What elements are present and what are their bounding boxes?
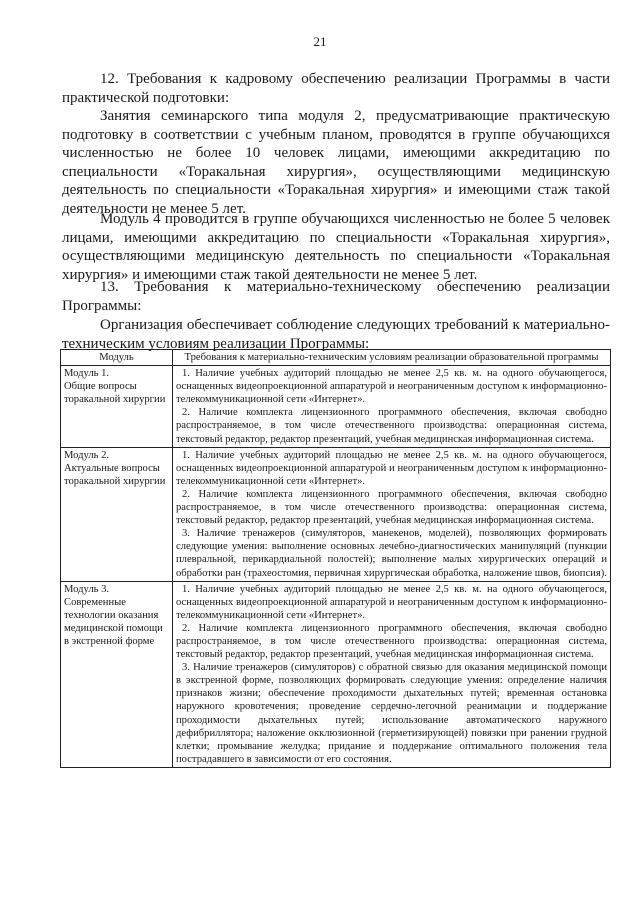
section-13-heading xyxy=(62,278,610,315)
requirement-item: 1. Наличие учебных аудиторий площадью не менее 2,5 кв. м. на одного обучающегося, оснащенных видеопроекционной аппаратурой и неограниченным доступом к информационно-телекоммуникационной сети «Интернет». xyxy=(176,368,607,406)
requirement-item: 1. Наличие учебных аудиторий площадью не менее 2,5 кв. м. на одного обучающегося, оснащенных видеопроекционной аппаратурой и неограниченным доступом к информационно-телекоммуникационной сети «Интернет». xyxy=(176,583,607,621)
table-row xyxy=(61,366,611,448)
section-12-paragraph-2 xyxy=(62,210,610,284)
requirement-item: 2. Наличие комплекта лицензионного программного обеспечения, включая свободно распространяемое, в том числе отечественного производства: операционная система, текстовый редактор, редактор презентаций, учебная медицинская информационная система. xyxy=(176,488,607,527)
module-name: Модуль 3. Современные технологии оказания медицинской помощи в экстренной форме xyxy=(64,583,163,647)
table-header-row xyxy=(61,350,611,366)
header-requirements: Требования к материально-техническим условиям реализации образовательной программы xyxy=(173,350,611,366)
requirement-item: 3. Наличие тренажеров (симуляторов, манекенов, моделей), позволяющих формировать следующие умения: выполнение основных лечебно-диагностических манипуляций (пункции плевральной, перикардиальной полостей); выполнение малых хирургических операций и обработки ран (трахеостомия, первичная хирургическая обработка, наложение швов, биопсия). xyxy=(176,528,607,579)
requirements-cell xyxy=(173,447,611,581)
requirements-cell xyxy=(173,581,611,767)
table-row xyxy=(61,581,611,767)
table-row xyxy=(61,447,611,581)
module-cell xyxy=(61,581,173,767)
module-cell xyxy=(61,447,173,581)
header-module: Модуль xyxy=(61,350,173,366)
requirements-cell xyxy=(173,366,611,448)
section-12-paragraph-1 xyxy=(62,107,610,219)
section-13-heading-text: 13. Требования к материально-техническому обеспечению реализации Программы: xyxy=(62,279,610,314)
requirement-item: 3. Наличие тренажеров (симуляторов) с обратной связью для оказания медицинской помощи в экстренной форме, позволяющих формировать следующие умения: определение наличия признаков жизни; обеспечение проходимости дыхательных путей; временная остановка наружного кровотечения; проведение сердечно-легочной реанимации и поддержание проходимости дыхательных путей; использование автоматического наружного дефибриллятора; наложение окклюзионной (герметизирующей) повязки при ранении грудной клетки; промывание желудка; придание и поддержание оптимального положения тела пострадавшего в зависимости от его состояния. xyxy=(176,662,607,765)
section-12-heading xyxy=(62,70,610,107)
section-13-paragraph xyxy=(62,316,610,353)
section-12-paragraph-2-text: Модуль 4 проводится в группе обучающихся численностью не более 5 человек лицами, имеющими аккредитацию по специальности «Торакальная хирургия», осуществляющими медицинскую деятельность по специальности «Торакальная хирургия» и имеющими стаж такой деятельности не менее 5 лет. xyxy=(62,211,610,283)
section-13-paragraph-text: Организация обеспечивает соблюдение следующих требований к материально-техническим условиям реализации Программы: xyxy=(62,317,610,352)
requirement-item: 2. Наличие комплекта лицензионного программного обеспечения, включая свободно распространяемое, в том числе отечественного производства: операционная система, текстовый редактор, редактор презентаций, учебная медицинская информационная система. xyxy=(176,407,607,445)
requirement-item: 2. Наличие комплекта лицензионного программного обеспечения, включая свободно распространяемое, в том числе отечественного производства: операционная система, текстовый редактор, редактор презентаций, учебная медицинская информационная система. xyxy=(176,622,607,661)
requirement-item: 1. Наличие учебных аудиторий площадью не менее 2,5 кв. м. на одного обучающегося, оснащенных видеопроекционной аппаратурой и неограниченным доступом к информационно-телекоммуникационной сети «Интернет». xyxy=(176,449,607,487)
module-name: Модуль 1. Общие вопросы торакальной хирургии xyxy=(64,368,166,406)
module-cell xyxy=(61,366,173,448)
requirements-table xyxy=(60,349,611,768)
section-12-heading-text: 12. Требования к кадровому обеспечению реализации Программы в части практической подготовки: xyxy=(62,71,610,106)
section-12-paragraph-1-text: Занятия семинарского типа модуля 2, предусматривающие практическую подготовку в соответствии с учебным планом, проводятся в группе обучающихся численностью не более 10 человек лицами, имеющими аккредитацию по специальности «Торакальная хирургия», осуществляющими медицинскую деятельность по специальности «Торакальная хирургия» и имеющими стаж такой деятельности не менее 5 лет. xyxy=(62,108,610,217)
module-name: Модуль 2. Актуальные вопросы торакальной хирургии xyxy=(64,449,166,487)
page-number: 21 xyxy=(313,34,327,49)
